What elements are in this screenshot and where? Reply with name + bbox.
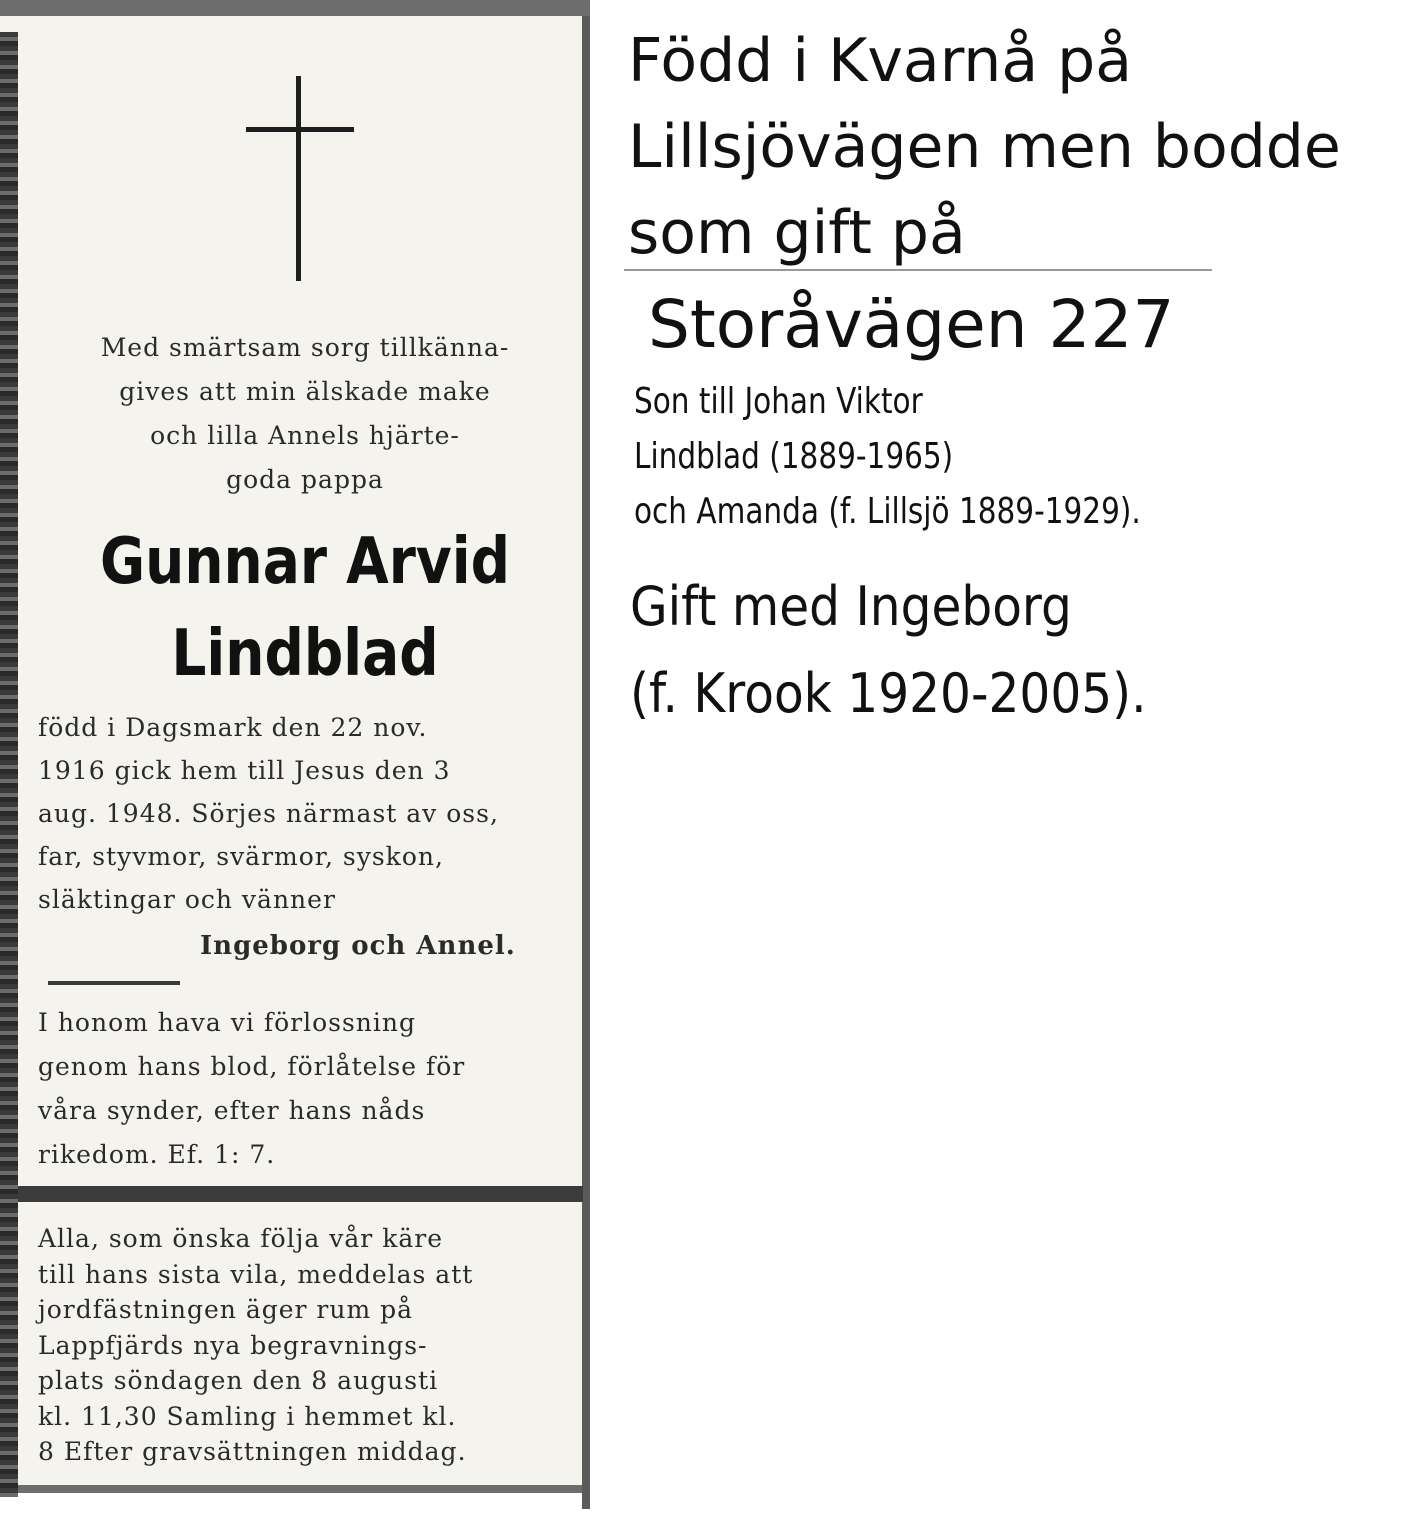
funeral-line: till hans sista vila, meddelas att xyxy=(38,1259,474,1289)
funeral-notice xyxy=(38,1221,570,1470)
verse-line: genom hans blod, förlåtelse för xyxy=(38,1052,466,1081)
birthplace-line: Lillsjövägen men bodde xyxy=(628,112,1341,182)
birthplace-line: som gift på xyxy=(628,198,966,268)
clipping-right-edge xyxy=(582,16,590,1509)
intro-line: gives att min älskade make xyxy=(119,377,491,406)
obituary-intro xyxy=(40,326,570,502)
bio-line: född i Dagsmark den 22 nov. xyxy=(38,713,428,742)
obituary-signature: Ingeborg och Annel. xyxy=(200,931,516,961)
bio-line: far, styvmor, svärmor, syskon, xyxy=(38,842,444,871)
marriage-line: (f. Krook 1920-2005). xyxy=(630,662,1147,725)
verse-line: våra synder, efter hans nåds xyxy=(38,1096,426,1125)
obituary-clipping xyxy=(0,0,590,1493)
obituary-bio xyxy=(38,706,568,921)
name-line: Lindblad xyxy=(171,617,439,691)
divider-short xyxy=(48,981,180,985)
funeral-line: Alla, som önska följa vår käre xyxy=(38,1224,443,1253)
annotation-divider xyxy=(624,269,1212,271)
verse-line: I honom hava vi förlossning xyxy=(38,1008,416,1037)
funeral-line: 8 Efter gravsättningen middag. xyxy=(38,1437,467,1466)
funeral-line: jordfästningen äger rum på xyxy=(38,1295,414,1324)
funeral-line: plats söndagen den 8 augusti xyxy=(38,1366,439,1395)
clipping-left-edge xyxy=(0,32,18,1497)
intro-line: Med smärtsam sorg tillkänna- xyxy=(100,333,510,362)
deceased-name xyxy=(69,516,542,700)
bio-line: släktingar och vänner xyxy=(38,885,336,914)
cross-horizontal-bar xyxy=(246,127,354,132)
marriage-note xyxy=(630,563,1332,737)
parents-line: Son till Johan Viktor xyxy=(634,381,923,422)
cross-vertical-bar xyxy=(296,76,301,281)
parents-note xyxy=(634,374,1257,539)
parents-line: Lindblad (1889-1965) xyxy=(634,436,954,477)
intro-line: och lilla Annels hjärte- xyxy=(150,421,460,450)
marriage-line: Gift med Ingeborg xyxy=(630,575,1072,638)
address-note: Storåvägen 227 xyxy=(648,286,1175,363)
bio-line: aug. 1948. Sörjes närmast av oss, xyxy=(38,799,499,828)
funeral-line: Lappfjärds nya begravnings- xyxy=(38,1330,428,1360)
birthplace-line: Född i Kvarnå på xyxy=(628,26,1133,96)
bible-verse xyxy=(38,1001,568,1177)
bio-line: 1916 gick hem till Jesus den 3 xyxy=(38,756,451,785)
parents-line: och Amanda (f. Lillsjö 1889-1929). xyxy=(634,491,1141,532)
verse-line: rikedom. Ef. 1: 7. xyxy=(38,1140,276,1169)
birthplace-note xyxy=(628,18,1418,276)
funeral-line: kl. 11,30 Samling i hemmet kl. xyxy=(38,1401,457,1431)
divider-thick xyxy=(18,1186,583,1202)
intro-line: goda pappa xyxy=(226,465,384,494)
name-line: Gunnar Arvid xyxy=(99,525,511,599)
